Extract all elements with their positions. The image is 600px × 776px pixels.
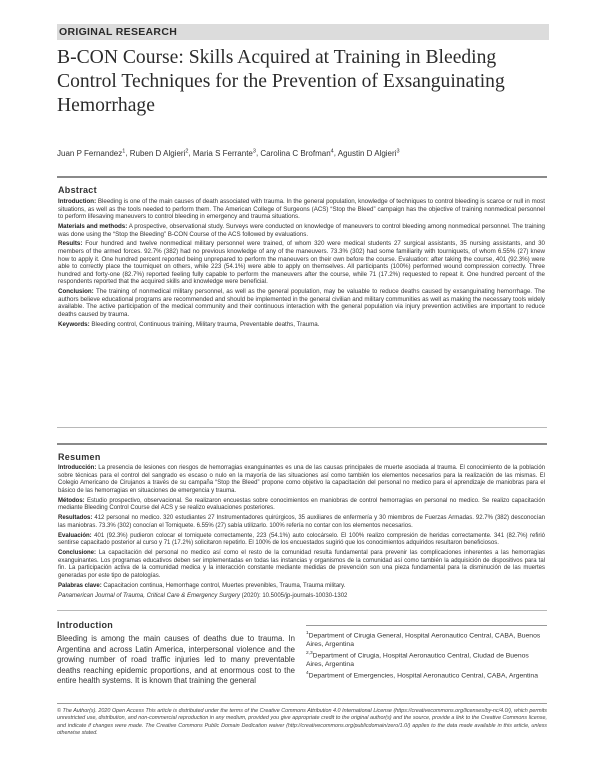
affiliation-item: $^{2,3}$Department of Cirugia, Hospital Aeronautico Central, Ciudad de Buenos Aires, Argentina	[306, 651, 529, 668]
abstract-paragraph: Conclusion: The training of nonmedical military personnel, as well as the general population, may be valuable to reduce deaths caused by exsanguinating hemorrhage. The authors believe educational programs are recommended and should be implemented in the general civilian and military communities as well as making the necessary tools widely available. The active participation of the medical community and their continuous interaction with the general population via injury prevention activities are important to reduce deaths caused by trauma.	[58, 288, 545, 318]
author: Maria S Ferrante$^3$	[192, 148, 256, 158]
abstract-paragraph: Materials and methods: A prospective, observational study. Surveys were conducted on knowledge of maneuvers to control bleeding among nonmedical personnel. The training was done using the “Stop the Bleeding” B-CON Course of the ACS followed by evaluations.	[58, 222, 545, 238]
resumen-paragraph: Resultados: 412 personal no medico. 320 estudiantes 27 Instrumentadores quirúrgicos, 35 auxiliares de enfermería y 30 miembros de Fuerzas Armadas. 92.7% (382) desconocían las maniobras. 73.3% (302) conocían el Torniquete. 6.55% (27) sabía utilizarlo. 100% refería no contar con los elementos necesarios.	[58, 515, 546, 529]
abstract-heading: Abstract	[58, 185, 97, 195]
article-type-label: ORIGINAL RESEARCH	[57, 24, 549, 40]
affiliation-item: $^1$Department of Cirugia General, Hospital Aeronautico Central, CABA, Buenos Aires, Argentina	[306, 631, 541, 648]
resumen-box	[57, 443, 547, 611]
affiliations	[306, 625, 547, 682]
author: Agustin D Algieri$^3$	[337, 148, 400, 158]
abstract-box	[57, 176, 547, 428]
abstract-keywords: Keywords: Bleeding control, Continuous training, Military trauma, Preventable deaths, Trauma.	[58, 320, 320, 328]
resumen-paragraph: Conclusione: La capacitación del personal no medico así como el resto de la comunidad resulta fundamental para prevenir las complicaciones inherentes a las hemorragias exanguinantes. Los programas educativos deben ser implementadas en todas las instancias y organismos de la comunidad así como también la adquisición de dispositivos para tal fin. La participación activa de la comunidad medica y la interacción constante mediante medidas de prevención son una pieza fundamental para la disminución de las muertes generadas por este tipo de patologías.	[58, 550, 546, 579]
affiliation-item: $^4$Department of Emergencies, Hospital Aeronautico Central, CABA, Argentina	[306, 671, 538, 680]
author: Carolina C Brofman$^4$	[260, 148, 334, 158]
journal-citation: Panamerican Journal of Trauma, Critical Care & Emergency Surgery (2020): 10.5005/jp-journals-10030-1302	[58, 592, 348, 599]
resumen-paragraph: Introducción: La presencia de lesiones con riesgos de hemorragias exanguinantes es una de las causas principales de muerte asociada al trauma. El conocimiento de la población sobre técnicas para el control del sangrado es escaso o nulo en la mayoría de las situaciones así como también los elementos necesarios para la realización de las mismas. El Colegio Americano de Cirujanos a través de su campaña “Stop the Bleed” propone como objetivo la capacitación del personal no medico para el aprendizaje de maniobras para el básico de las hemorragias en situaciones de emergencia y trauma.	[58, 465, 545, 494]
introduction-heading: Introduction	[57, 620, 114, 630]
resumen-heading: Resumen	[58, 452, 101, 462]
author: Juan P Fernandez$^1$	[57, 148, 126, 158]
resumen-paragraph: Evaluación: 401 (92.3%) pudieron colocar el torniquete correctamente, 223 (54.1%) auto colocárselo. El 100% realizo compresión de heridas correctamente. 341 (82.7%) refirió sentirse capacitado posterior al curso y 71 (17.2%) solicitaron repetirlo. El 100% de los encuestados sugirió que los conocimientos adquiridos resultaron beneficiosos.	[58, 532, 545, 546]
resumen-paragraph: Métodos: Estudio prospectivo, observacional. Se realizaron encuestas sobre conocimientos en maniobras de control hemorragias en personal no medico. Se realizo capacitación mediante Bleeding Control Course del ACS y se realizo evaluaciones posteriores.	[58, 497, 545, 511]
resumen-keywords: Palabras clave: Capacitacion continua, Hemorrhage control, Muertes prevenibles, Trauma, Trauma military.	[58, 582, 346, 589]
article-title: B-CON Course: Skills Acquired at Training in Bleeding Control Techniques for the Prevention of Exsanguinating Hemorrhage	[57, 47, 505, 116]
copyright-notice: © The Author(s). 2020 Open Access This article is distributed under the terms of the Creative Commons Attribution 4.0 International License (https://creativecommons.org/licenses/by-nc/4.0/), which permits unrestricted use, distribution, and non-commercial reproduction in any medium, provided you give appropriate credit to the original author(s) and the source, provide a link to the Creative Commons license, and indicate if changes were made. The Creative Commons Public Domain Dedication waiver (http://creativecommons.org/publicdomain/zero/1.0/) applies to the data made available in this article, unless otherwise stated.	[57, 703, 547, 738]
abstract-paragraph: Results: Four hundred and twelve nonmedical military personnel were trained, of whom 320 were medical students 27 surgical assistants, 35 nursing assistants, and 30 members of the armed forces. 92.7% (382) had no previous knowledge of any of the maneuvers. 73.3% (302) had some familiarity with tourniquets, of whom 6.55% (27) knew how to apply it. One hundred percent reported being unprepared to perform the maneuvers on their own before the course. Evaluation: after taking the course, 401 (92.3%) were able to correctly place the tourniquet on others, while 223 (54.1%) were able to apply on themselves. All participants (100%) performed wound compression correctly. Three hundred and forty-one (82.7%) reported feeling fully capable to perform the maneuvers after the course, while 71 (17.2%) requested to repeat it. One hundred percent of the respondents reported that the acquired skills and knowledge were beneficial.	[58, 240, 545, 286]
introduction-text: Bleeding is among the main causes of deaths due to trauma. In Argentina and across Latin America, interpersonal violence and the growing number of road traffic injuries led to many preventable deaths reaching epidemic proportions, and at enormous cost to the entire health systems. It is known that training the general	[57, 634, 295, 686]
author: Ruben D Algieri$^2$	[129, 148, 189, 158]
author-list: Juan P Fernandez$^1$, Ruben D Algieri$^2$, Maria S Ferrante$^3$, Carolina C Brofman$^4$, Agustin D Algieri$^3$	[57, 148, 400, 158]
abstract-paragraph: Introduction: Bleeding is one of the main causes of death associated with trauma. In the general population, knowledge of techniques to control bleeding is scarce or null in most situations, as well as the tools needed to perform them. The American College of Surgeons (ACS) “Stop the Bleed” campaign has the objective of training nonmedical personnel to perform lifesaving maneuvers to control bleeding in emergency and trauma situations.	[58, 198, 545, 221]
